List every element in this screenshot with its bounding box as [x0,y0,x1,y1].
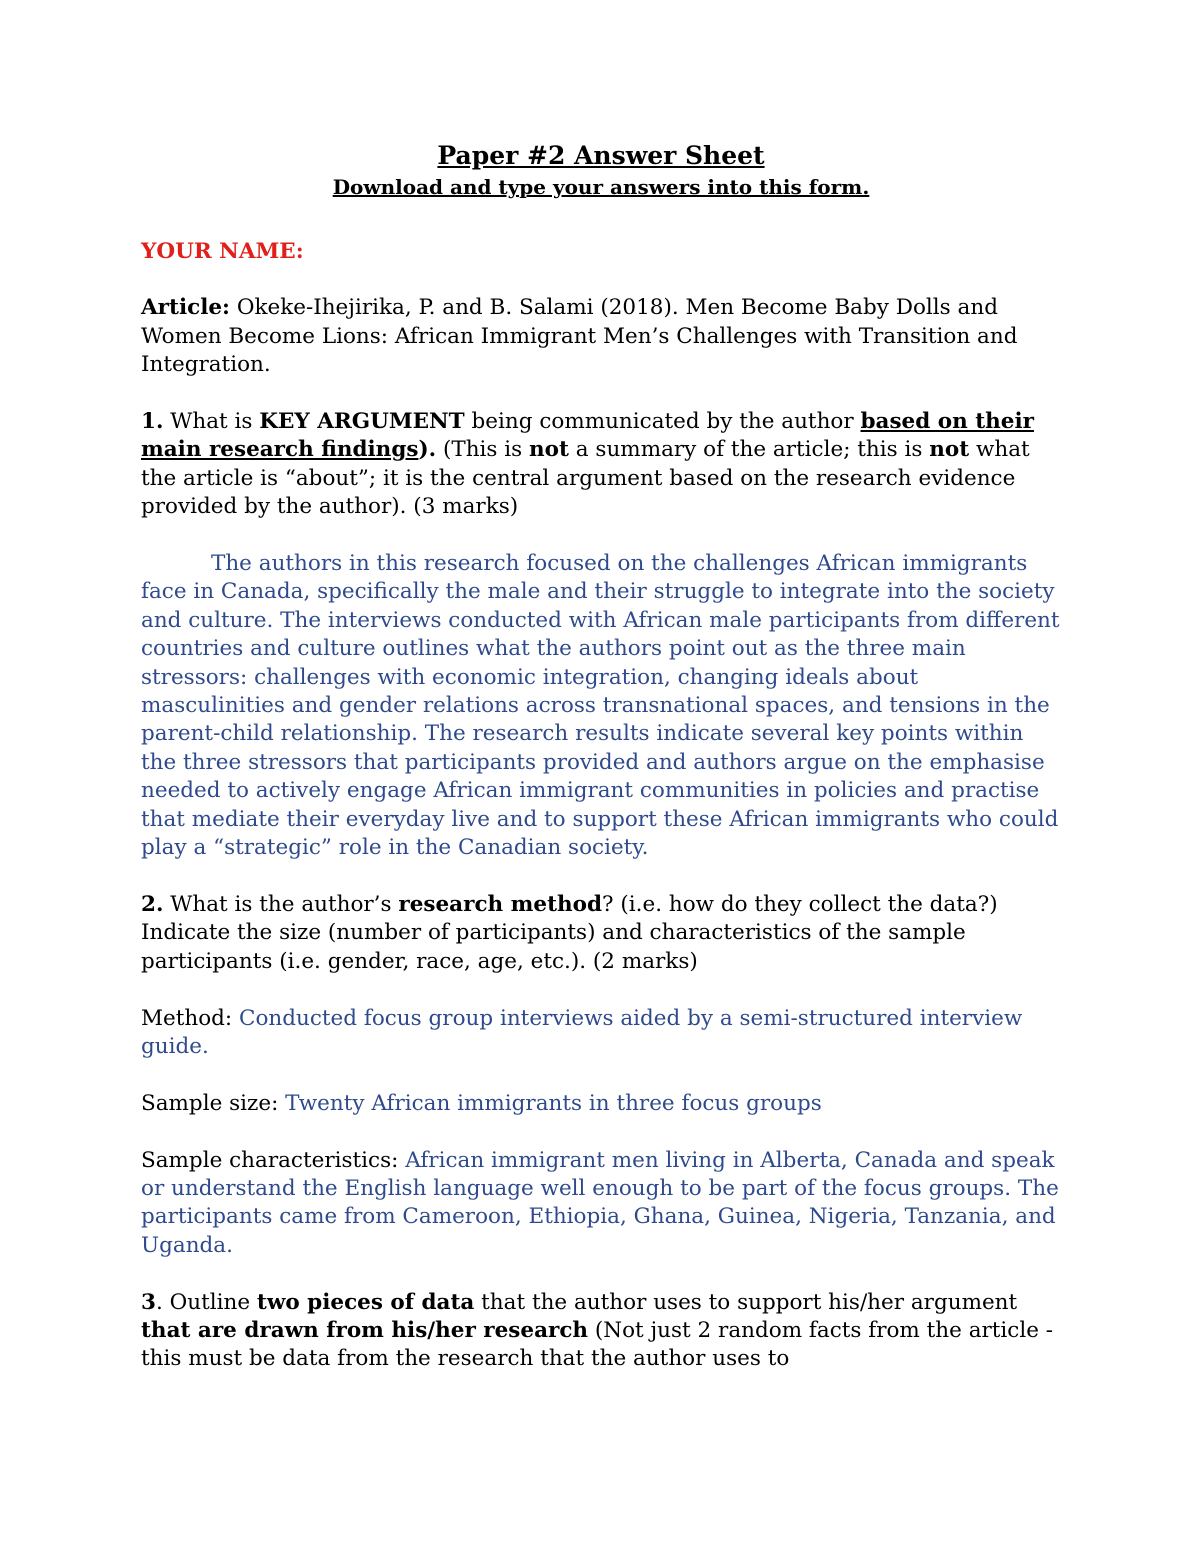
answer-2-sample-characteristics [141,1147,1061,1261]
sample-characteristics-label: Sample characteristics: [141,1147,406,1173]
question-1-not: not [529,437,569,463]
question-2-number: 2. [141,891,164,917]
question-1-text: being communicated by the author [464,409,861,435]
question-1-text: ). [418,437,437,463]
answer-2-method [141,1005,1061,1062]
page-title: Paper #2 Answer Sheet [437,141,765,170]
article-citation [141,294,1061,379]
sample-size-answer[interactable]: Twenty African immigrants in three focus groups [285,1090,822,1116]
your-name-label: YOUR NAME: [141,239,304,264]
question-1-text: What is [163,409,260,435]
question-1-number: 1. [141,409,164,435]
sample-size-label: Sample size: [141,1090,286,1116]
document-page [141,138,1061,1402]
question-3-text: . Outline [155,1289,257,1315]
question-3-text: that the author uses to support his/her argument [474,1289,1018,1315]
article-text: Okeke-Ihejirika, P. and B. Salami (2018). Men Become Baby Dolls and Women Become Lions: African Immigrant Men’s Challenges with Transition and Integration. [141,295,1018,378]
question-3-number: 3 [141,1289,156,1315]
method-answer[interactable]: Conducted focus group interviews aided by a semi-structured interview guide. [141,1005,1023,1059]
question-1-key-argument: KEY ARGUMENT [259,409,465,435]
question-1-text: (This is [436,437,530,463]
question-1-not: not [929,437,970,463]
question-1 [141,408,1061,522]
question-3-text: (Not just 2 random facts from the article - this must be data from the research that the author uses to [141,1317,1054,1372]
question-1-text: what the article is “about”; it is the central argument based on the research evidence provided by the author). (3 marks) [141,437,1030,520]
question-2-text: What is the author’s [163,891,399,917]
method-label: Method: [141,1005,240,1031]
answer-2-sample-size [141,1090,1061,1118]
question-2-text: ? (i.e. how do they collect the data?) Indicate the size (number of participants) and characteristics of the sample participants (i.e. gender, race, age, etc.). (2 marks) [141,891,998,974]
question-3-two-pieces: two pieces of data [256,1289,475,1315]
sample-characteristics-answer[interactable]: African immigrant men living in Alberta, Canada and speak or understand the English language well enough to be part of the focus groups. The participants came from Cameroon, Ethiopia, Ghana, Guinea, Nigeria, Tanzania, and Uganda. [141,1147,1059,1258]
question-1-text: a summary of the article; this is [568,437,930,463]
question-2 [141,891,1061,976]
question-1-based-on: based on their main research findings [141,409,1034,463]
question-3-drawn-from: that are drawn from his/her research [141,1317,589,1343]
page-subtitle: Download and type your answers into this form. [332,175,870,199]
question-3 [141,1289,1061,1374]
question-2-research-method: research method [398,891,603,917]
article-label: Article: [141,295,230,321]
answer-1[interactable]: The authors in this research focused on the challenges African immigrants face in Canada, specifically the male and their struggle to integrate into the society and culture. The interviews conducted with African male participants from different countries and culture outlines what the authors point out as the three main stressors: challenges with economic integration, changing ideals about masculinities and gender relations across transnational spaces, and tensions in the parent-child relationship. The research results indicate several key points within the three stressors that participants provided and authors argue on the emphasise needed to actively engage African immigrant communities in policies and practise that mediate their everyday live and to support these African immigrants who could play a “strategic” role in the Canadian society. [141,551,1060,861]
